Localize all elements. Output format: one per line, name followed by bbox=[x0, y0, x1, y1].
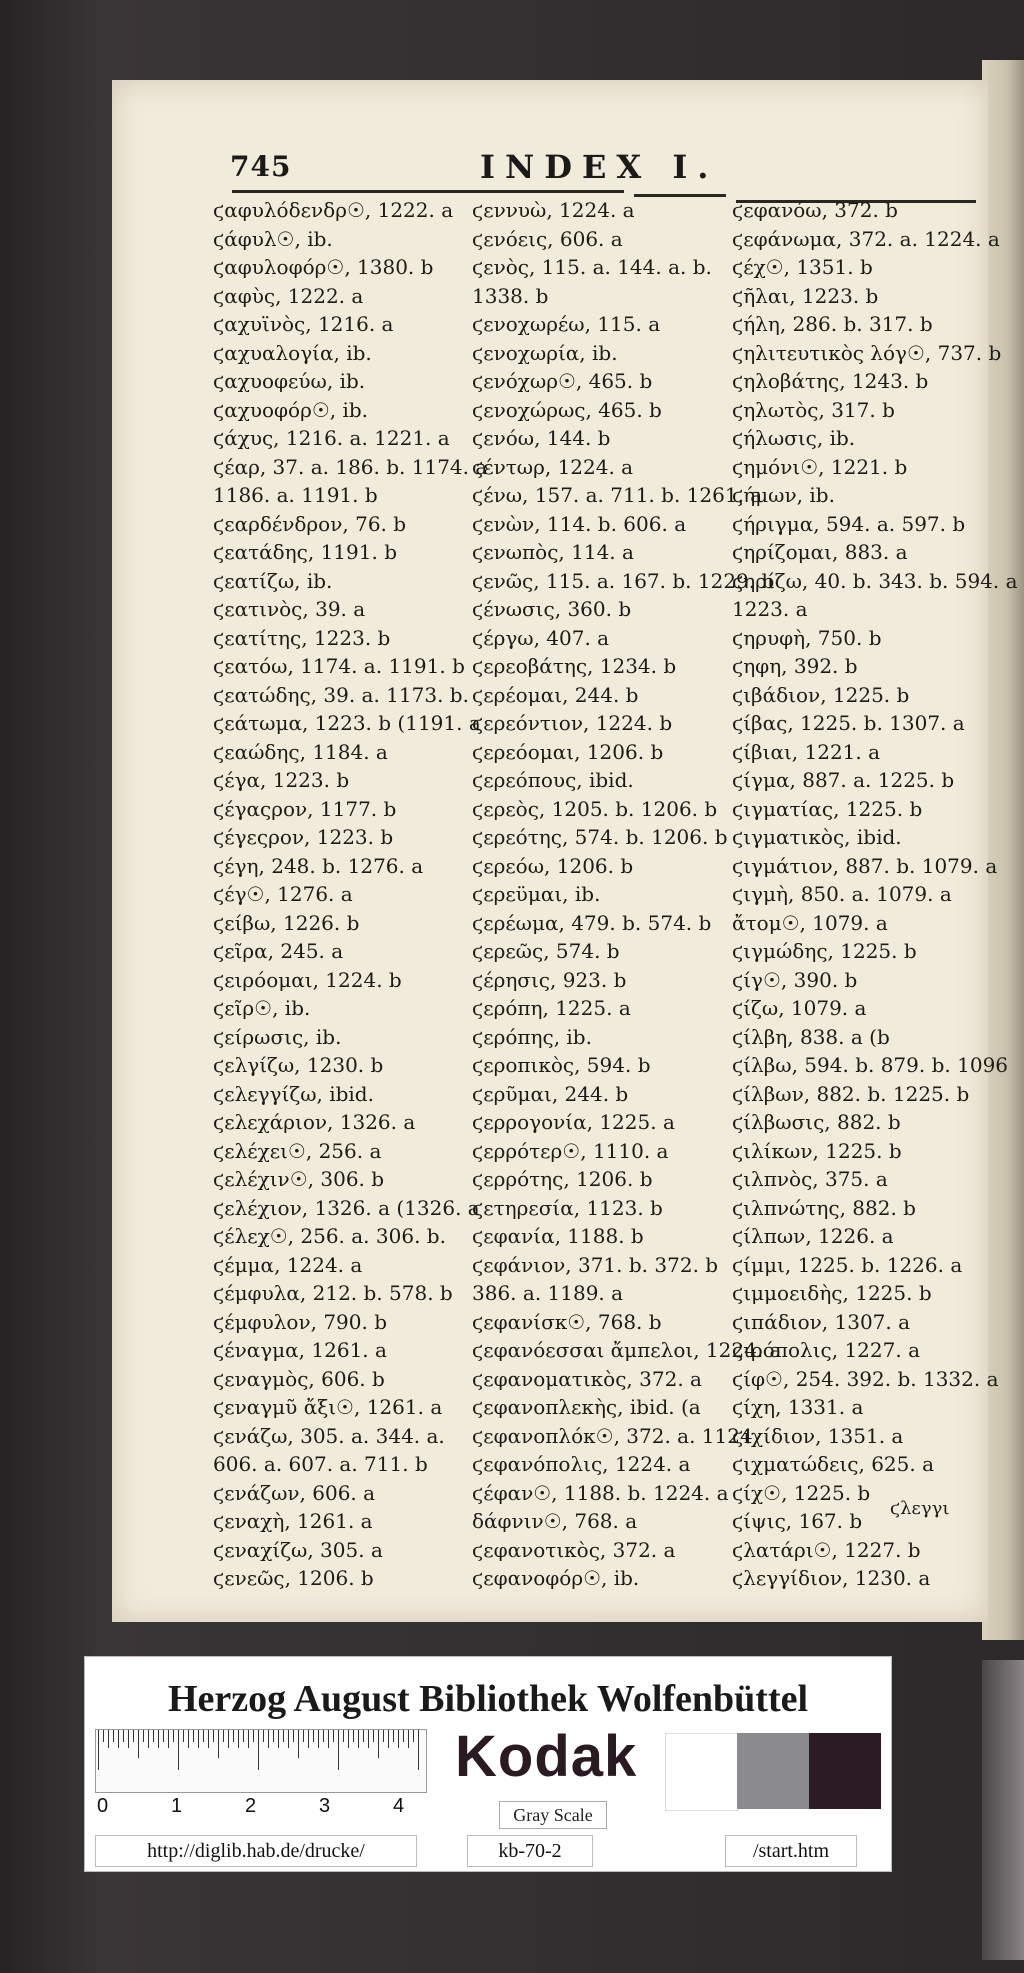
index-entry: ϛηλιτευτικὸς λόγ☉, 737. b bbox=[732, 340, 1002, 365]
index-entry: ϛεφάνιον, 371. b. 372. b bbox=[472, 1252, 719, 1277]
page-edge-lower bbox=[982, 1660, 1024, 1960]
index-entry: ϛίλβη, 838. a (b bbox=[732, 1024, 890, 1049]
ruler-tick bbox=[118, 1730, 119, 1748]
index-entry: ϛιχματώδεις, 625. a bbox=[732, 1452, 935, 1476]
index-entry: ϛερεῶς, 574. b bbox=[472, 939, 620, 963]
index-entry: ϛερεόπους, ibid. bbox=[472, 768, 634, 792]
index-entry: ϛενόεις, 606. a bbox=[472, 226, 623, 251]
index-entry: ϛίχη, 1331. a bbox=[732, 1395, 864, 1419]
index-entry: ϛεναχίζω, 305. a bbox=[213, 1537, 383, 1562]
ruler-tick bbox=[198, 1730, 199, 1748]
index-entry: ϛενεῶς, 1206. b bbox=[213, 1566, 374, 1590]
index-entry: ϛαχυοφεύω, ib. bbox=[213, 369, 366, 393]
index-entry: ϛέφαν☉, 1188. b. 1224. a bbox=[472, 1480, 729, 1505]
index-entry: ϛέχ☉, 1351. b bbox=[732, 255, 873, 279]
index-entry: ϛιπάδιον, 1307. a bbox=[732, 1309, 911, 1334]
index-entry: ϛεατόω, 1174. a. 1191. b bbox=[213, 654, 465, 678]
index-entry: ϛαχυϊνὸς, 1216. a bbox=[213, 312, 394, 336]
index-entry: 1338. b bbox=[472, 283, 549, 308]
ruler-tick bbox=[288, 1730, 289, 1748]
ruler-tick bbox=[353, 1730, 354, 1742]
ruler-tick bbox=[113, 1730, 114, 1742]
index-entry: ϛένωσις, 360. b bbox=[472, 597, 632, 621]
ruler-tick bbox=[348, 1730, 349, 1748]
index-entry: ϛερῦμαι, 244. b bbox=[472, 1081, 629, 1106]
ruler-tick bbox=[138, 1730, 139, 1758]
index-entry: ϛεφανόω, 372. b bbox=[732, 198, 898, 222]
index-entry: ϛελεγγίζω, ibid. bbox=[213, 1081, 374, 1106]
index-entry: ϛείβω, 1226. b bbox=[213, 910, 360, 935]
index-entry: ϛερεόντιον, 1224. b bbox=[472, 711, 673, 735]
ruler-tick bbox=[108, 1730, 109, 1748]
index-entry: ϛίχ☉, 1225. b bbox=[732, 1480, 871, 1505]
index-entry: ϛετηρεσία, 1123. b bbox=[472, 1195, 663, 1220]
gray-swatch-mid bbox=[737, 1733, 809, 1809]
ruler-tick bbox=[418, 1730, 419, 1770]
index-entry: ϛαφὺς, 1222. a bbox=[213, 283, 364, 308]
index-entry: ϛένω, 157. a. 711. b. 1261. a bbox=[472, 483, 763, 507]
index-entry: ϛεαώδης, 1184. a bbox=[213, 739, 388, 764]
index-entry: ϛιγμάτιον, 887. b. 1079. a bbox=[732, 853, 998, 878]
index-entry: ϛάχυς, 1216. a. 1221. a bbox=[213, 426, 450, 450]
index-entry: ϛεάτωμα, 1223. b (1191. a bbox=[213, 711, 481, 735]
ruler-tick bbox=[238, 1730, 239, 1748]
ruler-tick bbox=[163, 1730, 164, 1742]
ruler-tick bbox=[293, 1730, 294, 1742]
index-entry: ϛελεχάριον, 1326. a bbox=[213, 1110, 416, 1134]
ruler-tick bbox=[158, 1730, 159, 1748]
index-entry: ϛιλπνώτης, 882. b bbox=[732, 1195, 916, 1220]
index-entry: ϛήριγμα, 594. a. 597. b bbox=[732, 511, 966, 536]
index-entry: ϛίζω, 1079. a bbox=[732, 996, 867, 1020]
index-entry: ϛερεόω, 1206. b bbox=[472, 853, 634, 878]
index-entry: 386. a. 1189. a bbox=[472, 1281, 624, 1305]
index-entry: 1186. a. 1191. b bbox=[213, 483, 378, 507]
index-entry: ϛαφυλοφόρ☉, 1380. b bbox=[213, 255, 434, 279]
ruler-tick bbox=[413, 1730, 414, 1742]
library-title: Herzog August Bibliothek Wolfenbüttel bbox=[167, 1678, 809, 1720]
index-entry: ϛεατίτης, 1223. b bbox=[213, 625, 391, 650]
index-entry: ϛέρησις, 923. b bbox=[472, 967, 627, 992]
index-entry: ϛῆλαι, 1223. b bbox=[732, 283, 879, 308]
ruler-tick bbox=[303, 1730, 304, 1742]
index-entry: ϛεφανία, 1188. b bbox=[472, 1224, 644, 1248]
index-entry: ϛλατάρι☉, 1227. b bbox=[732, 1537, 921, 1562]
index-entry: ϛεφανοφόρ☉, ib. bbox=[472, 1566, 640, 1590]
index-entry: ϛάφυλ☉, ib. bbox=[213, 226, 333, 251]
url-middle: kb-70-2 bbox=[467, 1835, 593, 1867]
index-entry: ϛενάζω, 305. a. 344. a. bbox=[213, 1423, 445, 1448]
ruler-tick bbox=[298, 1730, 299, 1758]
ruler-tick bbox=[213, 1730, 214, 1742]
ruler-tick bbox=[143, 1730, 144, 1742]
index-entry: ϛίμμι, 1225. b. 1226. a bbox=[732, 1252, 963, 1277]
index-entry: ϛενοχώρως, 465. b bbox=[472, 397, 662, 422]
ruler-tick bbox=[98, 1730, 99, 1770]
index-entry: ϛέγα, 1223. b bbox=[213, 768, 350, 792]
index-entry: ϛεατινὸς, 39. a bbox=[213, 597, 366, 621]
index-entry: ϛεφανίσκ☉, 768. b bbox=[472, 1309, 662, 1334]
index-entry: ϛεφανοπλεκὴς, ibid. (a bbox=[472, 1395, 701, 1419]
index-entry: ϛέμμα, 1224. a bbox=[213, 1252, 363, 1277]
index-entry: ϛενωπὸς, 114. a bbox=[472, 540, 634, 564]
url-left: http://diglib.hab.de/drucke/ bbox=[95, 1835, 417, 1867]
ruler-tick bbox=[258, 1730, 259, 1770]
index-entry: ϛενῶς, 115. a. 167. b. 1229. b bbox=[472, 568, 775, 593]
ruler-tick bbox=[248, 1730, 249, 1748]
ruler-number: 0 bbox=[97, 1795, 109, 1817]
index-entry: 606. a. 607. a. 711. b bbox=[213, 1452, 428, 1476]
index-entry: ϛηλωτὸς, 317. b bbox=[732, 397, 895, 422]
ruler-tick bbox=[153, 1730, 154, 1742]
index-entry: ϛερεὸς, 1205. b. 1206. b bbox=[472, 796, 718, 821]
index-entry: ϛηλοβάτης, 1243. b bbox=[732, 369, 929, 393]
index-entry: ϛηρυφὴ, 750. b bbox=[732, 625, 882, 650]
index-entry: ϛέγ☉, 1276. a bbox=[213, 882, 353, 906]
ruler-tick bbox=[123, 1730, 124, 1742]
ruler-tick bbox=[328, 1730, 329, 1748]
ruler-tick bbox=[243, 1730, 244, 1742]
index-entry: ϛερόπη, 1225. a bbox=[472, 996, 631, 1020]
index-entry: ϛήλωσις, ib. bbox=[732, 426, 856, 450]
index-entry: ϛίβας, 1225. b. 1307. a bbox=[732, 711, 965, 735]
index-entry: ϛερεοβάτης, 1234. b bbox=[472, 654, 677, 678]
index-entry: ϛεροπικὸς, 594. b bbox=[472, 1053, 651, 1077]
ruler-tick bbox=[233, 1730, 234, 1742]
index-entry: ϛαχυοφόρ☉, ib. bbox=[213, 397, 369, 422]
ruler-tick bbox=[338, 1730, 339, 1770]
index-entry: ϛηρίζω, 40. b. 343. b. 594. a bbox=[732, 568, 1018, 593]
index-entry: ϛίλβωσις, 882. b bbox=[732, 1110, 901, 1134]
ruler-tick bbox=[398, 1730, 399, 1748]
index-entry: ϛίψις, 167. b bbox=[732, 1509, 863, 1533]
ruler-tick bbox=[203, 1730, 204, 1742]
ruler-number: 4 bbox=[393, 1795, 405, 1817]
index-entry: ϛίλβων, 882. b. 1225. b bbox=[732, 1081, 970, 1106]
index-entry: ϛεφανοματικὸς, 372. a bbox=[472, 1366, 702, 1391]
index-entry: ἄτομ☉, 1079. a bbox=[732, 910, 888, 935]
index-entry: ϛείρωσις, ib. bbox=[213, 1024, 342, 1049]
index-entry: ϛεαρδένδρον, 76. b bbox=[213, 511, 407, 536]
ruler-tick bbox=[408, 1730, 409, 1748]
index-entry: 1223. a bbox=[732, 597, 808, 621]
index-entry: ϛέμφυλον, 790. b bbox=[213, 1309, 388, 1334]
index-entry: ϛέμφυλα, 212. b. 578. b bbox=[213, 1281, 453, 1305]
index-entry: ϛεῖρ☉, ib. bbox=[213, 996, 311, 1020]
scale-ruler bbox=[95, 1729, 427, 1793]
index-entry: ϛεφανοτικὸς, 372. a bbox=[472, 1537, 676, 1562]
index-entry: ϛεφανοπλόκ☉, 372. a. 1124 bbox=[472, 1423, 753, 1448]
ruler-tick bbox=[378, 1730, 379, 1758]
index-entry: ϛαφυλόδενδρ☉, 1222. a bbox=[213, 198, 454, 222]
index-entry: ϛιγμὴ, 850. a. 1079. a bbox=[732, 882, 952, 906]
index-entry: ϛερρογονία, 1225. a bbox=[472, 1110, 675, 1134]
ruler-tick bbox=[193, 1730, 194, 1742]
index-entry: ϛενάζων, 606. a bbox=[213, 1480, 376, 1505]
index-entry: ϛιγμώδης, 1225. b bbox=[732, 939, 917, 963]
index-entry: ϛεατώδης, 39. a. 1173. b. bbox=[213, 682, 469, 707]
index-entry: ϛερέομαι, 244. b bbox=[472, 682, 639, 707]
index-entry: ϛερεόομαι, 1206. b bbox=[472, 739, 664, 764]
index-entry: ϛέγεςρον, 1223. b bbox=[213, 825, 394, 849]
ruler-tick bbox=[223, 1730, 224, 1742]
index-entry: ϛίφ☉, 254. 392. b. 1332. a bbox=[732, 1366, 999, 1391]
catchword: ϛλεγγι bbox=[890, 1498, 950, 1519]
index-entry: δάφνιν☉, 768. a bbox=[472, 1509, 638, 1533]
index-entry: ϛελέχιν☉, 306. b bbox=[213, 1167, 385, 1191]
index-entry: ϛλεγγίδιον, 1230. a bbox=[732, 1566, 931, 1590]
index-entry: ϛαχυαλογία, ib. bbox=[213, 340, 372, 365]
gray-swatch-dark bbox=[809, 1733, 881, 1809]
index-entry: ϛέργω, 407. a bbox=[472, 625, 610, 650]
index-entry: ϛήμων, ib. bbox=[732, 483, 835, 507]
index-entry: ϛημόνι☉, 1221. b bbox=[732, 454, 908, 479]
ruler-tick bbox=[178, 1730, 179, 1770]
index-entry: ϛεφανόεσσαι ἄμπελοι, 1224. a bbox=[472, 1338, 782, 1362]
ruler-tick bbox=[168, 1730, 169, 1748]
index-entry: ϛιρόπολις, 1227. a bbox=[732, 1338, 920, 1362]
index-entry: ϛηρίζομαι, 883. a bbox=[732, 540, 908, 564]
index-entry: ϛερρότερ☉, 1110. a bbox=[472, 1138, 669, 1163]
index-entry: ϛηφη, 392. b bbox=[732, 654, 858, 678]
page-header: INDEX I. bbox=[480, 148, 719, 186]
index-entry: ϛιβάδιον, 1225. b bbox=[732, 682, 910, 707]
index-entry: ϛιλίκων, 1225. b bbox=[732, 1138, 902, 1163]
index-entry: ϛίγ☉, 390. b bbox=[732, 967, 858, 992]
ruler-tick bbox=[133, 1730, 134, 1742]
index-entry: ϛίβιαι, 1221. a bbox=[732, 739, 881, 764]
index-entry: ϛιγματίας, 1225. b bbox=[732, 796, 923, 821]
ruler-tick bbox=[308, 1730, 309, 1748]
ruler-tick bbox=[368, 1730, 369, 1748]
header-rule-left bbox=[232, 190, 624, 193]
ruler-tick bbox=[283, 1730, 284, 1742]
ruler-tick bbox=[183, 1730, 184, 1742]
index-entry: ϛέλεχ☉, 256. a. 306. b. bbox=[213, 1224, 446, 1248]
index-entry: ϛερόπης, ib. bbox=[472, 1024, 592, 1049]
index-entry: ϛεννυὼ, 1224. a bbox=[472, 198, 635, 222]
ruler-tick bbox=[173, 1730, 174, 1742]
ruler-tick bbox=[363, 1730, 364, 1742]
target-card bbox=[84, 1656, 892, 1872]
ruler-tick bbox=[393, 1730, 394, 1742]
url-right: /start.htm bbox=[725, 1835, 857, 1867]
ruler-tick bbox=[358, 1730, 359, 1748]
index-entry: ϛερρότης, 1206. b bbox=[472, 1167, 653, 1191]
index-entry: ϛεναγμὸς, 606. b bbox=[213, 1366, 385, 1391]
ruler-tick bbox=[103, 1730, 104, 1742]
ruler-tick bbox=[218, 1730, 219, 1758]
index-entry: ϛίλπων, 1226. a bbox=[732, 1224, 894, 1248]
index-entry: ϛέντωρ, 1224. a bbox=[472, 454, 634, 479]
index-entry: ϛενοχωρέω, 115. a bbox=[472, 312, 661, 336]
index-entry: ϛενὸς, 115. a. 144. a. b. bbox=[472, 255, 712, 279]
ruler-number: 2 bbox=[245, 1795, 257, 1817]
index-entry: ϛέναγμα, 1261. a bbox=[213, 1338, 387, 1362]
index-column-3 bbox=[732, 196, 1018, 1593]
index-entry: ϛενὼν, 114. b. 606. a bbox=[472, 511, 687, 536]
ruler-tick bbox=[228, 1730, 229, 1748]
index-entry: ϛιμμοειδὴς, 1225. b bbox=[732, 1281, 932, 1305]
index-entry: ϛειρόομαι, 1224. b bbox=[213, 967, 402, 992]
ruler-tick bbox=[323, 1730, 324, 1742]
index-entry: ϛερεότης, 574. b. 1206. b bbox=[472, 825, 728, 849]
ruler-tick bbox=[208, 1730, 209, 1748]
index-entry: ϛιγματικὸς, ibid. bbox=[732, 825, 902, 849]
index-entry: ϛίλβω, 594. b. 879. b. 1096 bbox=[732, 1053, 1009, 1077]
ruler-tick bbox=[273, 1730, 274, 1742]
index-entry: ϛεναχὴ, 1261. a bbox=[213, 1509, 373, 1533]
ruler-tick bbox=[383, 1730, 384, 1742]
ruler-tick bbox=[128, 1730, 129, 1748]
index-entry: ϛεφάνωμα, 372. a. 1224. a bbox=[732, 226, 1000, 251]
ruler-tick bbox=[403, 1730, 404, 1742]
ruler-tick bbox=[268, 1730, 269, 1748]
ruler-tick bbox=[318, 1730, 319, 1748]
ruler-tick bbox=[188, 1730, 189, 1748]
ruler-tick bbox=[278, 1730, 279, 1748]
ruler-tick bbox=[333, 1730, 334, 1742]
ruler-tick bbox=[313, 1730, 314, 1742]
index-entry: ϛελγίζω, 1230. b bbox=[213, 1053, 384, 1077]
index-entry: ϛίγμα, 887. a. 1225. b bbox=[732, 768, 955, 792]
index-entry: ϛενόχωρ☉, 465. b bbox=[472, 369, 653, 393]
index-entry: ϛεατίζω, ib. bbox=[213, 568, 333, 593]
ruler-numbers bbox=[95, 1795, 425, 1819]
page-number: 745 bbox=[230, 150, 292, 183]
index-column-1 bbox=[213, 196, 487, 1593]
ruler-number: 1 bbox=[171, 1795, 183, 1817]
ruler-tick bbox=[343, 1730, 344, 1742]
index-entry: ϛενόω, 144. b bbox=[472, 426, 611, 450]
index-entry: ϛέγαςρον, 1177. b bbox=[213, 796, 397, 821]
ruler-tick bbox=[373, 1730, 374, 1742]
index-entry: ϛιλπνὸς, 375. a bbox=[732, 1167, 888, 1191]
index-entry: ϛέαρ, 37. a. 186. b. 1174. a bbox=[213, 454, 488, 479]
index-entry: ϛήλη, 286. b. 317. b bbox=[732, 312, 933, 336]
index-entry: ϛεῖρα, 245. a bbox=[213, 939, 344, 963]
ruler-tick bbox=[388, 1730, 389, 1748]
ruler-number: 3 bbox=[319, 1795, 331, 1817]
ruler-tick bbox=[148, 1730, 149, 1748]
index-entry: ϛεατάδης, 1191. b bbox=[213, 540, 397, 564]
index-entry: ϛεφανόπολις, 1224. a bbox=[472, 1452, 691, 1476]
gray-scale-label: Gray Scale bbox=[499, 1801, 607, 1829]
index-entry: ϛελέχει☉, 256. a bbox=[213, 1138, 382, 1163]
ruler-tick bbox=[263, 1730, 264, 1742]
index-entry: ϛερεϋμαι, ib. bbox=[472, 882, 601, 906]
index-entry: ϛιχίδιον, 1351. a bbox=[732, 1423, 904, 1448]
index-entry: ϛενοχωρία, ib. bbox=[472, 340, 618, 365]
kodak-logo: Kodak bbox=[455, 1724, 638, 1789]
index-entry: ϛεναγμῦ ἄξι☉, 1261. a bbox=[213, 1395, 443, 1419]
index-entry: ϛελέχιον, 1326. a (1326. a bbox=[213, 1195, 480, 1220]
index-entry: ϛέγη, 248. b. 1276. a bbox=[213, 853, 424, 878]
ruler-tick bbox=[253, 1730, 254, 1742]
index-entry: ϛερέωμα, 479. b. 574. b bbox=[472, 910, 712, 935]
gray-swatch-white bbox=[665, 1733, 739, 1811]
